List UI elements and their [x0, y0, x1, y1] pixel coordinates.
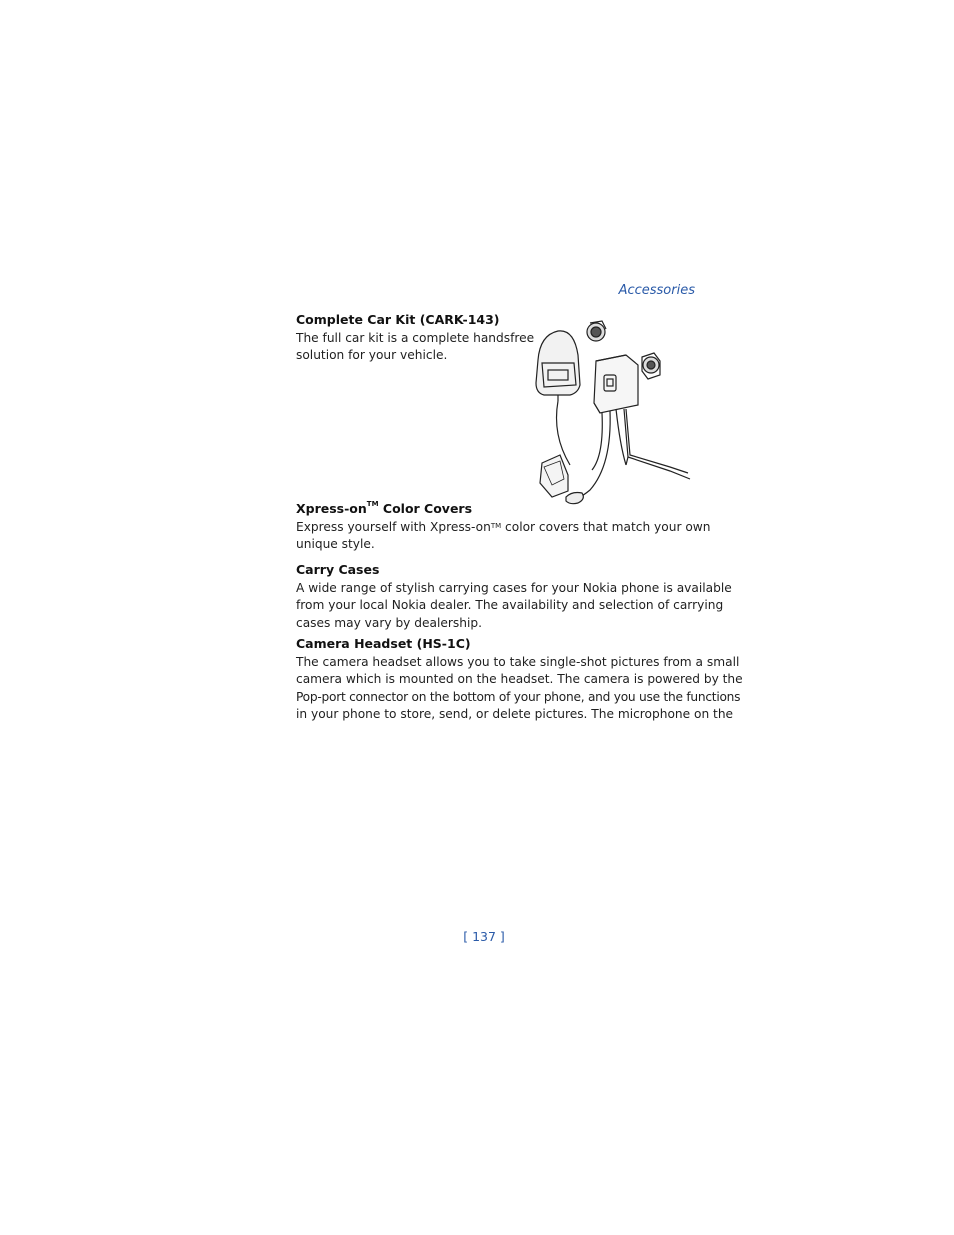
covers-line-1: [296, 519, 711, 536]
covers-line-2: unique style.: [296, 537, 375, 552]
page-number: [ 137 ]: [463, 929, 505, 944]
carry-line-1: A wide range of stylish carrying cases for your Nokia phone is available: [296, 581, 732, 595]
covers-body: [296, 519, 711, 554]
carry-line-2: from your local Nokia dealer. The availability and selection of carrying: [296, 598, 724, 613]
carry-line-3: cases may vary by dealership.: [296, 615, 482, 630]
covers-heading-tm: TM: [366, 500, 379, 508]
car-kit-body: [296, 330, 534, 365]
car-kit-line-2: solution for your vehicle.: [296, 348, 448, 363]
camera-body: [296, 654, 743, 723]
covers-heading-prefix: Xpress-on: [296, 501, 367, 516]
covers-body-prefix: Express yourself with Xpress-on: [296, 520, 491, 534]
covers-heading: [296, 501, 472, 516]
car-kit-heading: Complete Car Kit (CARK-143): [296, 312, 500, 327]
camera-heading: Camera Headset (HS-1C): [296, 636, 471, 651]
carry-heading: Carry Cases: [296, 562, 380, 577]
camera-line-2: camera which is mounted on the headset. The camera is powered by the: [296, 672, 743, 687]
carry-body: [296, 580, 732, 632]
car-kit-line-1: The full car kit is a complete handsfree: [296, 331, 535, 345]
car-kit-illustration-icon: [530, 315, 695, 510]
section-label: Accessories: [618, 283, 695, 298]
covers-body-tm: TM: [490, 522, 502, 530]
covers-body-suffix: color covers that match your own: [501, 520, 711, 534]
covers-heading-suffix: Color Covers: [378, 501, 473, 516]
camera-line-1: The camera headset allows you to take single-shot pictures from a small: [296, 655, 740, 669]
camera-line-3: Pop-port connector on the bottom of your phone, and you use the functions: [296, 689, 741, 704]
camera-line-4: in your phone to store, send, or delete pictures. The microphone on the: [296, 706, 734, 721]
